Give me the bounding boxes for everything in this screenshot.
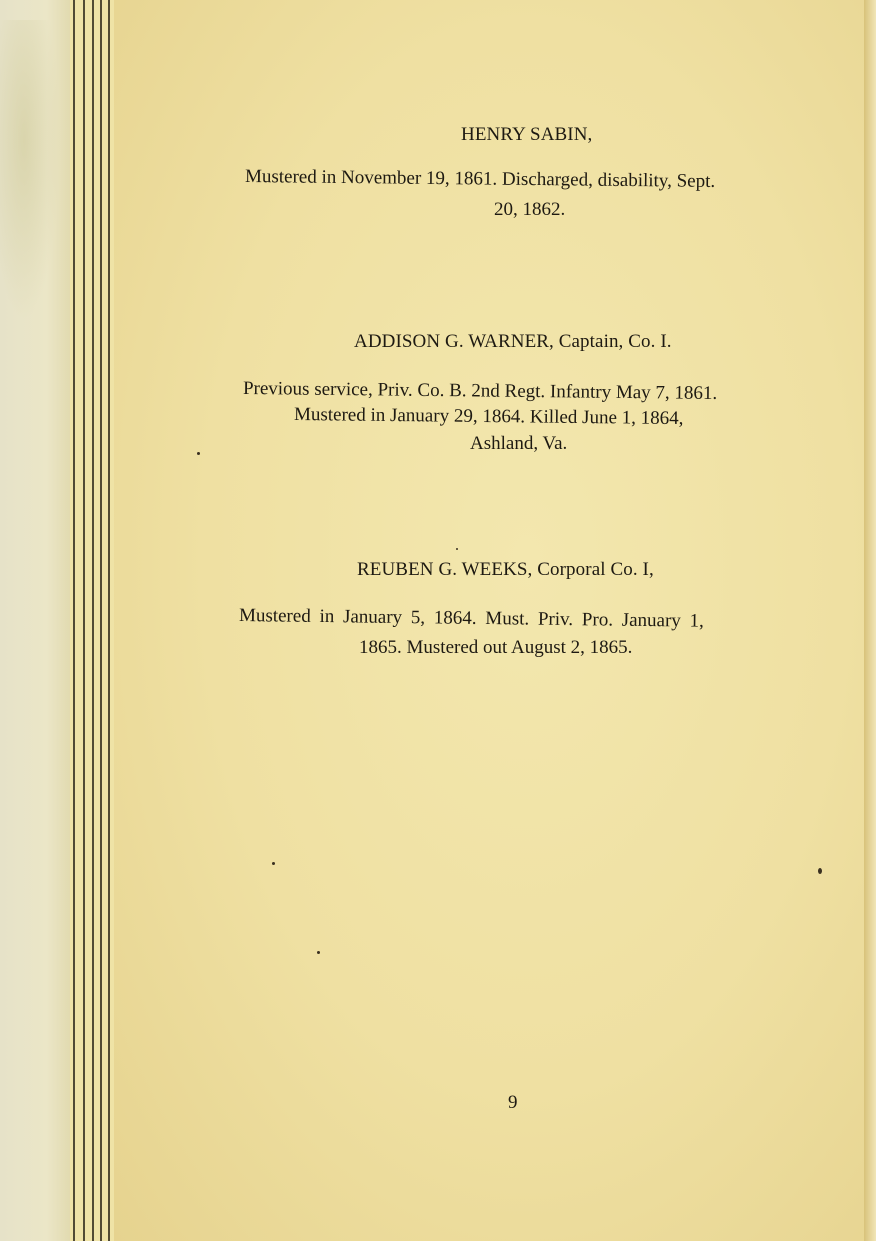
entry-heading: REUBEN G. WEEKS, Corporal Co. I, — [357, 559, 654, 580]
paper-speck — [317, 951, 320, 954]
entry-text-line: Ashland, Va. — [470, 433, 568, 454]
page-edge-line — [92, 0, 94, 1241]
entry-text-line: Mustered in November 19, 1861. Discharged, disability, Sept. — [244, 166, 716, 192]
right-page-edge — [864, 0, 876, 1241]
entry-text-line: 20, 1862. — [494, 199, 566, 220]
entry-text-line: Mustered in January 5, 1864. Must. Priv. Pro. January 1, — [238, 605, 704, 632]
page-edge-line — [100, 0, 102, 1241]
page-edge-line — [108, 0, 110, 1241]
entry-text-line: Previous service, Priv. Co. B. 2nd Regt. Infantry May 7, 1861. — [242, 378, 718, 404]
entry-heading: HENRY SABIN, — [461, 124, 593, 145]
paper-speck — [197, 452, 200, 455]
entry-text-line: Mustered in January 29, 1864. Killed June 1, 1864, — [293, 404, 684, 430]
page-edge-line — [73, 0, 75, 1241]
paper-speck — [456, 548, 458, 550]
stacked-page-edges — [70, 0, 118, 1241]
paper-stain — [0, 20, 60, 320]
page-edge-line — [83, 0, 85, 1241]
entry-text-line: 1865. Mustered out August 2, 1865. — [359, 637, 633, 658]
entry-heading: ADDISON G. WARNER, Captain, Co. I. — [354, 331, 672, 352]
page-number: 9 — [508, 1092, 518, 1113]
paper-speck — [272, 862, 275, 865]
paper-speck — [818, 868, 822, 874]
